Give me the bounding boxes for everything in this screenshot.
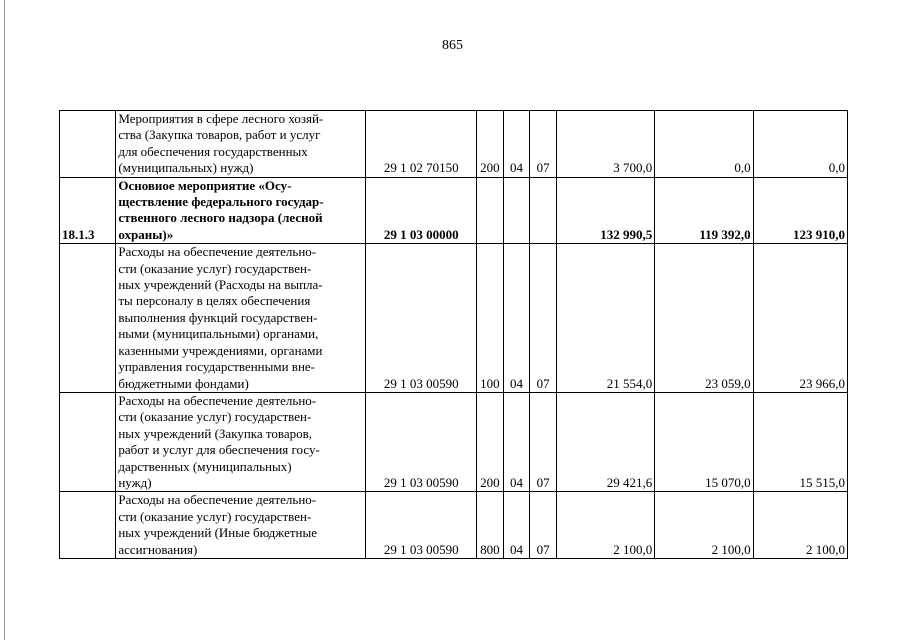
cell-item-name (116, 492, 366, 559)
cell-subsection: 07 (530, 492, 557, 559)
cell-amount-year2: 23 059,0 (655, 244, 753, 393)
cell-expense-type: 800 (477, 492, 504, 559)
item-name-line: для обеспечения государственных (118, 143, 308, 159)
table-row (60, 177, 848, 244)
item-name-line: ных учреждений (Закупка товаров, (118, 425, 313, 441)
item-name-line: выполнения функций государствен- (118, 309, 318, 325)
item-name-line: работ и услуг для обеспечения госу- (118, 442, 320, 458)
cell-section: 04 (503, 244, 530, 393)
item-name-line: сти (оказание услуг) государствен- (118, 508, 312, 524)
cell-budget-code: 29 1 03 00000 (366, 177, 477, 244)
item-name-line: бюджетными фондами) (118, 375, 249, 391)
cell-subsection: 07 (530, 392, 557, 491)
cell-subsection: 07 (530, 244, 557, 393)
cell-item-number (60, 111, 116, 178)
cell-amount-year3: 23 966,0 (753, 244, 847, 393)
item-name-line: охраны)» (118, 226, 174, 242)
item-name-line: ных учреждений (Расходы на выпла- (118, 277, 323, 293)
cell-item-name (116, 392, 366, 491)
cell-item-name (116, 244, 366, 393)
cell-amount-year3: 15 515,0 (753, 392, 847, 491)
item-name-line: сти (оказание услуг) государствен- (118, 409, 312, 425)
cell-item-number (60, 492, 116, 559)
cell-budget-code: 29 1 03 00590 (366, 392, 477, 491)
item-name-line: Расходы на обеспечение деятельно- (118, 392, 317, 408)
cell-subsection (530, 177, 557, 244)
item-name-line: управления государственными вне- (118, 359, 315, 375)
cell-amount-year3: 0,0 (753, 111, 847, 178)
cell-section: 04 (503, 492, 530, 559)
item-name-line: ных учреждений (Иные бюджетные (118, 525, 318, 541)
item-name-line: сти (оказание услуг) государствен- (118, 260, 312, 276)
cell-amount-year2: 2 100,0 (655, 492, 753, 559)
cell-budget-code: 29 1 03 00590 (366, 244, 477, 393)
cell-budget-code: 29 1 03 00590 (366, 492, 477, 559)
cell-item-number: 18.1.3 (60, 177, 116, 244)
cell-expense-type: 200 (477, 111, 504, 178)
table-row (60, 111, 848, 178)
page-edge-line (4, 0, 5, 640)
item-name-line: Расходы на обеспечение деятельно- (118, 492, 317, 508)
item-name-line: ства (Закупка товаров, работ и услуг (118, 127, 321, 143)
cell-section: 04 (503, 392, 530, 491)
item-name-line: ассигнования) (118, 541, 198, 557)
cell-item-name (116, 111, 366, 178)
item-name-line: Основное мероприятие «Осу- (118, 177, 292, 193)
cell-item-name (116, 177, 366, 244)
table-row (60, 392, 848, 491)
cell-amount-year1: 29 421,6 (556, 392, 654, 491)
table-row (60, 244, 848, 393)
table-row (60, 492, 848, 559)
cell-expense-type (477, 177, 504, 244)
cell-amount-year1: 21 554,0 (556, 244, 654, 393)
item-name-line: (муниципальных) нужд) (118, 160, 254, 176)
cell-amount-year1: 3 700,0 (556, 111, 654, 178)
cell-amount-year2: 0,0 (655, 111, 753, 178)
cell-subsection: 07 (530, 111, 557, 178)
cell-amount-year3: 2 100,0 (753, 492, 847, 559)
cell-amount-year1: 132 990,5 (556, 177, 654, 244)
cell-item-number (60, 392, 116, 491)
cell-amount-year2: 15 070,0 (655, 392, 753, 491)
table-body (60, 111, 848, 559)
item-name-line: дарственных (муниципальных) (118, 458, 292, 474)
cell-expense-type: 200 (477, 392, 504, 491)
item-name-line: ществление федерального государ- (118, 194, 324, 210)
item-name-line: ственного лесного надзора (лесной (118, 210, 323, 226)
cell-section (503, 177, 530, 244)
item-name-line: нужд) (118, 474, 152, 490)
item-name-line: Расходы на обеспечение деятельно- (118, 244, 317, 260)
cell-amount-year3: 123 910,0 (753, 177, 847, 244)
cell-expense-type: 100 (477, 244, 504, 393)
item-name-line: ты персоналу в целях обеспечения (118, 293, 311, 309)
item-name-line: казенными учреждениями, органами (118, 342, 323, 358)
budget-table (59, 110, 848, 559)
page-number: 865 (442, 38, 463, 53)
cell-amount-year2: 119 392,0 (655, 177, 753, 244)
item-name-line: Мероприятия в сфере лесного хозяй- (118, 111, 324, 126)
cell-budget-code: 29 1 02 70150 (366, 111, 477, 178)
item-name-line: ными (муниципальными) органами, (118, 326, 319, 342)
cell-item-number (60, 244, 116, 393)
cell-section: 04 (503, 111, 530, 178)
cell-amount-year1: 2 100,0 (556, 492, 654, 559)
